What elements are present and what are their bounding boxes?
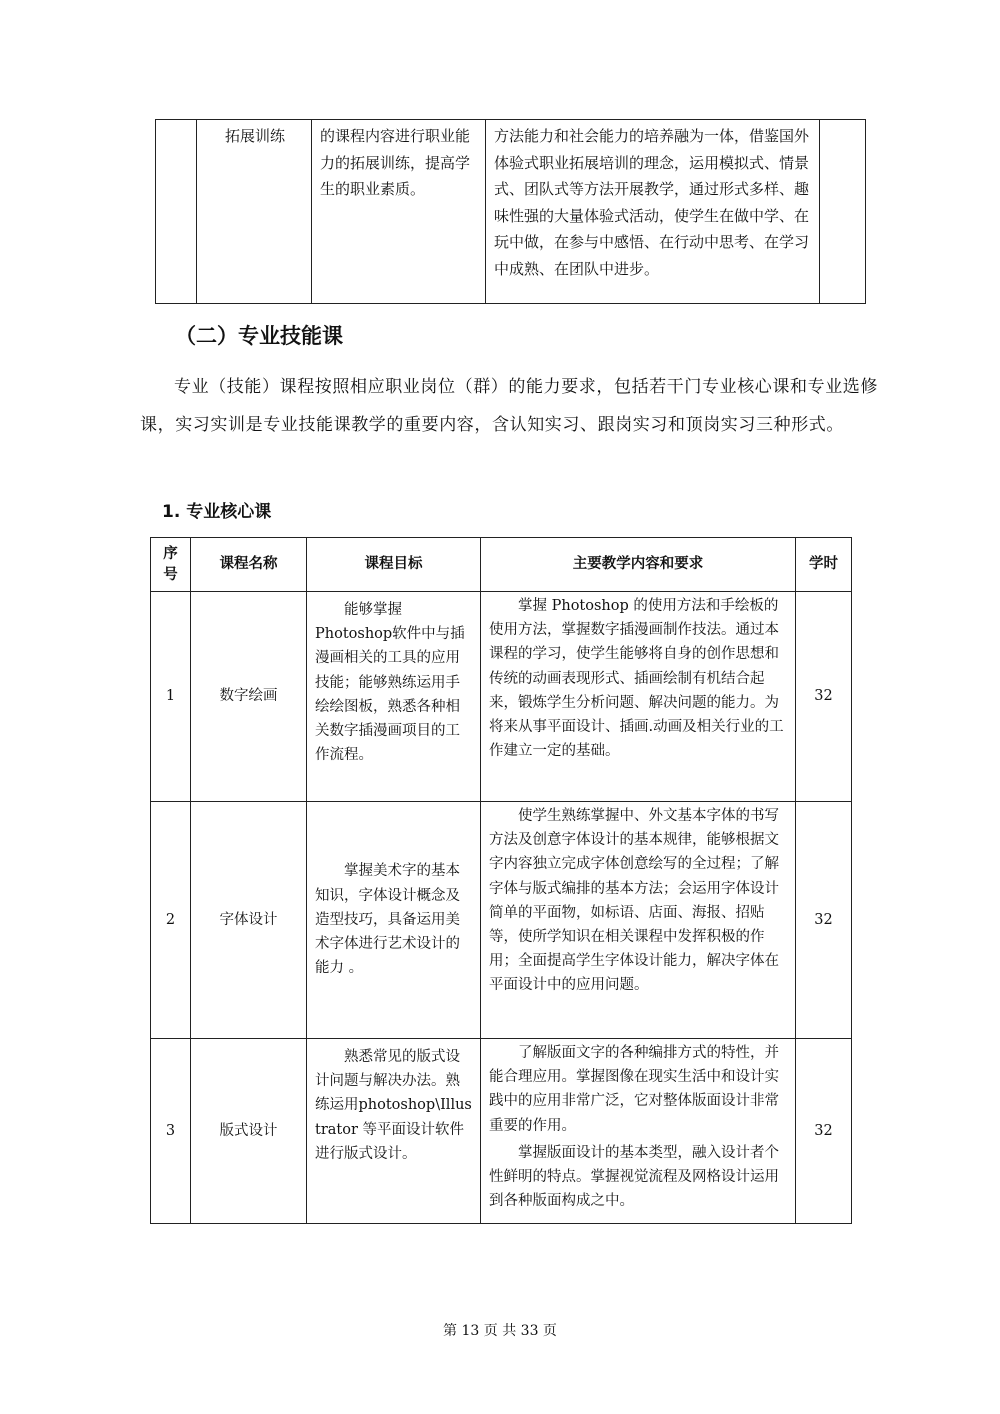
table-row: [151, 802, 852, 1039]
row-content: 了解版面文字的各种编排方式的特性，并能合理应用。掌握图像在现实生活中和设计实践中的应用非常广泛，它对整体版面设计非常重要的作用。 掌握版面设计的基本类型，融入设计者个性鲜明的特点。掌握视觉流程及网格设计运用到各种版面构成之中。: [481, 1039, 796, 1224]
header-hours: 学时: [796, 538, 852, 592]
header-course-goal: 课程目标: [307, 538, 481, 592]
table-row: [151, 592, 852, 802]
core-course-table: [150, 537, 852, 1224]
row-hours: 32: [796, 1039, 852, 1224]
row-course-goal: 掌握美术字的基本知识，字体设计概念及造型技巧，具备运用美术字体进行艺术设计的能力 。: [307, 802, 481, 1039]
course-name-cell: 拓展训练: [197, 120, 312, 304]
row-hours: 32: [796, 592, 852, 802]
number-cell: [156, 120, 197, 304]
row-number: 1: [151, 592, 191, 802]
course-content-cell: 方法能力和社会能力的培养融为一体，借鉴国外体验式职业拓展培训的理念，运用模拟式、情景式、团队式等方法开展教学，通过形式多样、趣味性强的大量体验式活动，使学生在做中学、在玩中做，在参与中感悟、在行动中思考、在学习中成熟、在团队中进步。: [486, 120, 820, 304]
subsection-title: 1. 专业核心课: [162, 502, 272, 522]
row-course-name: 字体设计: [191, 802, 307, 1039]
header-content: 主要教学内容和要求: [481, 538, 796, 592]
header-course-name: 课程名称: [191, 538, 307, 592]
continued-course-table: [155, 119, 866, 304]
row-content: 使学生熟练掌握中、外文基本字体的书写方法及创意字体设计的基本规律，能够根据文字内容独立完成字体创意绘写的全过程；了解字体与版式编排的基本方法；会运用字体设计简单的平面物，如标语、店面、海报、招贴等，使所学知识在相关课程中发挥积极的作用；全面提高学生字体设计能力，解决字体在平面设计中的应用问题。: [481, 802, 796, 1039]
row-number: 3: [151, 1039, 191, 1224]
table-row: [151, 1039, 852, 1224]
row-course-name: 版式设计: [191, 1039, 307, 1224]
section-title: （二）专业技能课: [175, 324, 343, 348]
row-number: 2: [151, 802, 191, 1039]
row-course-goal: 能够掌握Photoshop软件中与插漫画相关的工具的应用技能；能够熟练运用手绘绘图板，熟悉各种相关数字插漫画项目的工作流程。: [307, 592, 481, 802]
course-goal-cell: 的课程内容进行职业能力的拓展训练，提高学生的职业素质。: [312, 120, 486, 304]
table-row: [156, 120, 866, 304]
row-hours: 32: [796, 802, 852, 1039]
row-course-goal: 熟悉常见的版式设计问题与解决办法。熟练运用photoshop\Illustrator 等平面设计软件进行版式设计。: [307, 1039, 481, 1224]
header-number: 序号: [151, 538, 191, 592]
table-header-row: [151, 538, 852, 592]
row-content: 掌握 Photoshop 的使用方法和手绘板的使用方法，掌握数字插漫画制作技法。通过本课程的学习，使学生能够将自身的创作思想和传统的动画表现形式、插画绘制有机结合起来，锻炼学生分析问题、解决问题的能力。为将来从事平面设计、插画.动画及相关行业的工作建立一定的基础。: [481, 592, 796, 802]
page-number: 第 13 页 共 33 页: [443, 1323, 557, 1339]
row-course-name: 数字绘画: [191, 592, 307, 802]
body-paragraph: 专业（技能）课程按照相应职业岗位（群）的能力要求，包括若干门专业核心课和专业选修课，实习实训是专业技能课教学的重要内容，含认知实习、跟岗实习和顶岗实习三种形式。: [140, 377, 878, 435]
hours-cell: [820, 120, 866, 304]
